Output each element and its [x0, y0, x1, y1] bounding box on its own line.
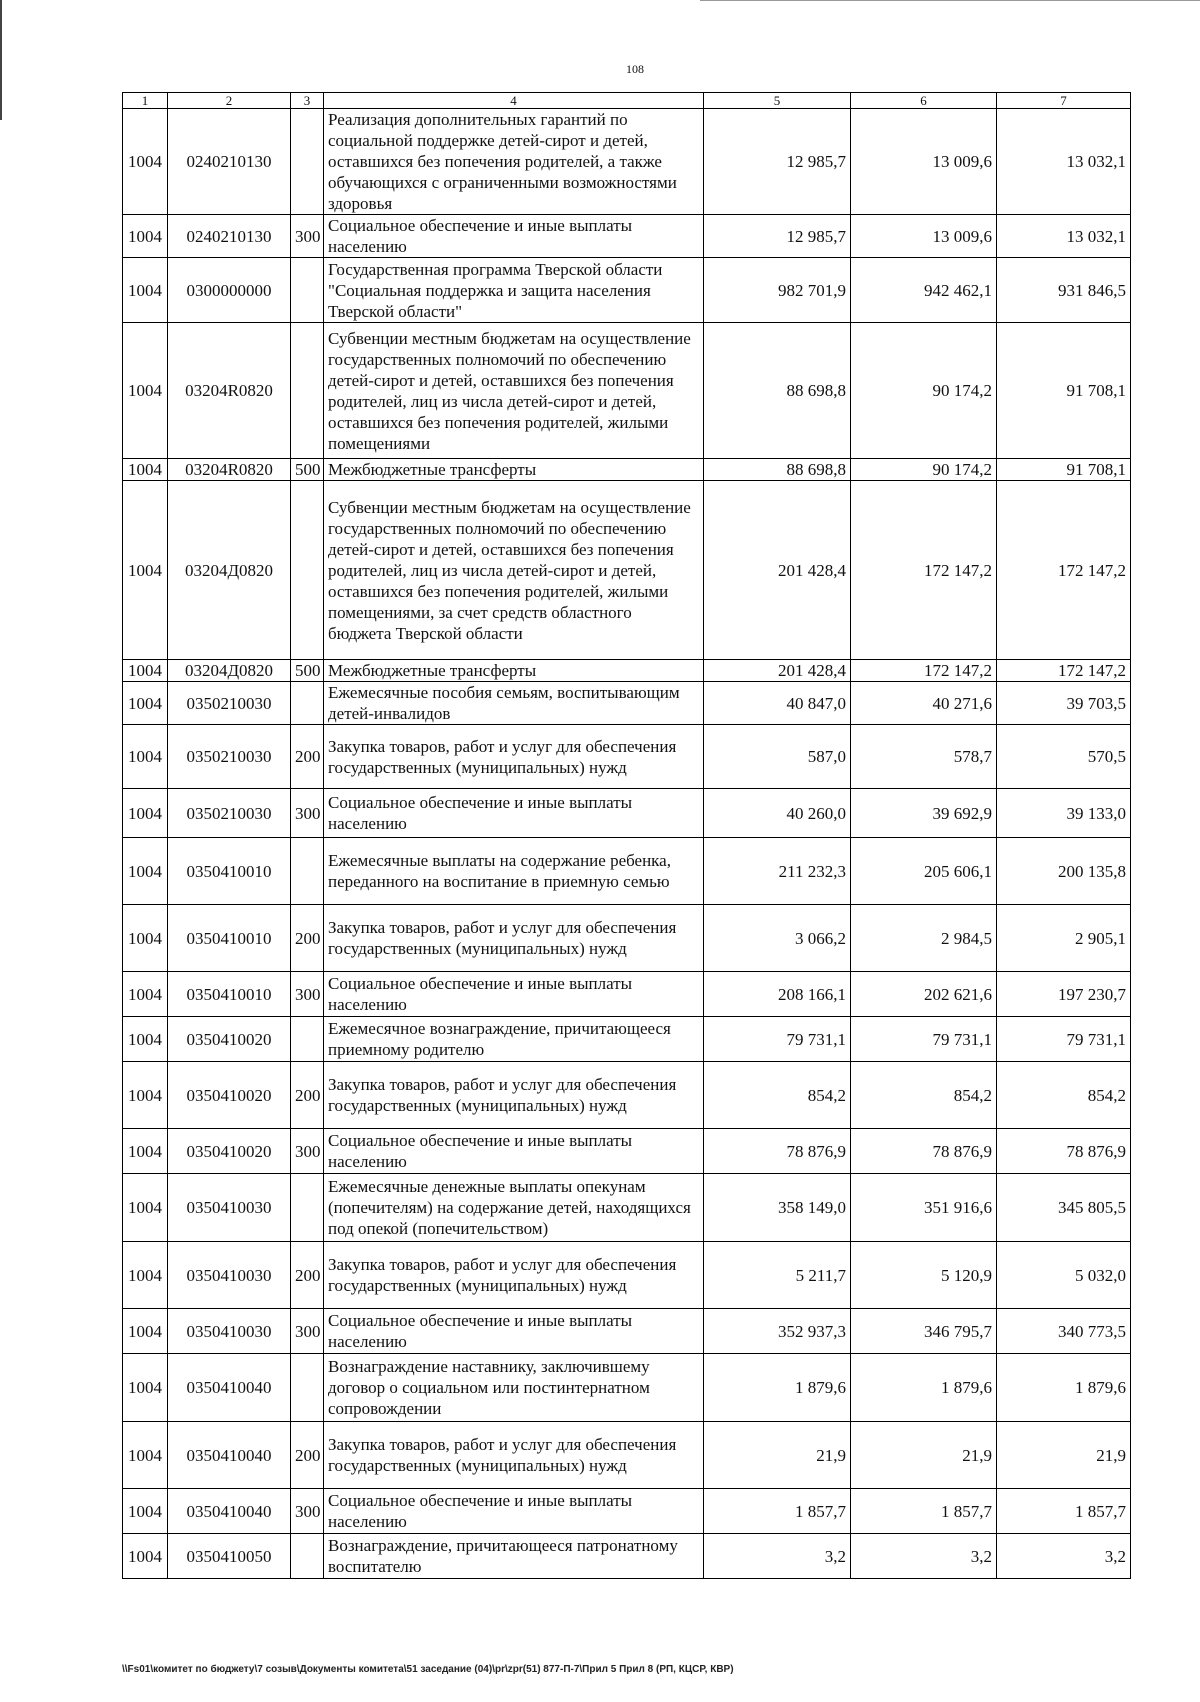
amount-col-7: 1 879,6 [997, 1354, 1131, 1422]
amount-col-7: 91 708,1 [997, 459, 1131, 481]
amount-col-6: 854,2 [851, 1062, 997, 1129]
item-name: Социальное обеспечение и иные выплаты населению [324, 1309, 704, 1354]
target-article-code: 0350410010 [168, 838, 291, 905]
expense-type-code [291, 1174, 324, 1242]
amount-col-6: 172 147,2 [851, 481, 997, 660]
item-name: Межбюджетные трансферты [324, 660, 704, 682]
amount-col-7: 91 708,1 [997, 323, 1131, 459]
amount-col-6: 5 120,9 [851, 1242, 997, 1309]
expense-type-code: 200 [291, 905, 324, 972]
table-row [123, 682, 1131, 725]
section-code: 1004 [123, 1129, 168, 1174]
item-name: Субвенции местным бюджетам на осуществление государственных полномочий по обеспечению детей-сирот и детей, оставшихся без попечения родителей, лиц из числа детей-сирот и детей, оставшихся без попечения родителей, жилыми помещениями [324, 323, 704, 459]
target-article-code: 0350410020 [168, 1017, 291, 1062]
target-article-code: 03204Д0820 [168, 481, 291, 660]
column-number: 4 [324, 93, 704, 109]
section-code: 1004 [123, 1422, 168, 1489]
page-number: 108 [626, 62, 644, 76]
item-name: Закупка товаров, работ и услуг для обеспечения государственных (муниципальных) нужд [324, 1062, 704, 1129]
item-name: Социальное обеспечение и иные выплаты населению [324, 789, 704, 838]
amount-col-5: 40 260,0 [704, 789, 851, 838]
expense-type-code: 200 [291, 1242, 324, 1309]
amount-col-5: 79 731,1 [704, 1017, 851, 1062]
section-code: 1004 [123, 1534, 168, 1579]
expense-type-code [291, 323, 324, 459]
amount-col-7: 79 731,1 [997, 1017, 1131, 1062]
amount-col-7: 13 032,1 [997, 215, 1131, 258]
target-article-code: 0300000000 [168, 258, 291, 323]
section-code: 1004 [123, 1062, 168, 1129]
amount-col-6: 202 621,6 [851, 972, 997, 1017]
amount-col-5: 211 232,3 [704, 838, 851, 905]
amount-col-7: 39 703,5 [997, 682, 1131, 725]
table-row [123, 1354, 1131, 1422]
section-code: 1004 [123, 1242, 168, 1309]
expense-type-code: 300 [291, 1309, 324, 1354]
target-article-code: 0350410040 [168, 1489, 291, 1534]
amount-col-5: 12 985,7 [704, 109, 851, 215]
amount-col-6: 78 876,9 [851, 1129, 997, 1174]
table-row [123, 459, 1131, 481]
item-name: Ежемесячные пособия семьям, воспитывающим детей-инвалидов [324, 682, 704, 725]
table-row [123, 1062, 1131, 1129]
expense-type-code: 500 [291, 660, 324, 682]
expense-type-code: 300 [291, 1129, 324, 1174]
scan-edge-mark [0, 0, 2, 120]
expense-type-code: 200 [291, 1062, 324, 1129]
table-row [123, 1017, 1131, 1062]
table-row [123, 1242, 1131, 1309]
expense-type-code [291, 481, 324, 660]
column-number: 2 [168, 93, 291, 109]
expense-type-code [291, 838, 324, 905]
amount-col-6: 351 916,6 [851, 1174, 997, 1242]
section-code: 1004 [123, 1174, 168, 1242]
amount-col-7: 854,2 [997, 1062, 1131, 1129]
expense-type-code: 200 [291, 725, 324, 789]
table-row [123, 905, 1131, 972]
amount-col-5: 88 698,8 [704, 323, 851, 459]
target-article-code: 0350210030 [168, 682, 291, 725]
amount-col-7: 340 773,5 [997, 1309, 1131, 1354]
target-article-code: 0350210030 [168, 725, 291, 789]
item-name: Закупка товаров, работ и услуг для обеспечения государственных (муниципальных) нужд [324, 725, 704, 789]
amount-col-7: 2 905,1 [997, 905, 1131, 972]
section-code: 1004 [123, 1354, 168, 1422]
target-article-code: 0350410010 [168, 905, 291, 972]
amount-col-5: 78 876,9 [704, 1129, 851, 1174]
item-name: Государственная программа Тверской области "Социальная поддержка и защита населения Тверской области" [324, 258, 704, 323]
file-path-footer: \\Fs01\комитет по бюджету\7 созыв\Документы комитета\51 заседание (04)\pr\zpr(51) 877-П-7\Прил 5 Прил 8 (РП, КЦСР, КВР) [122, 1664, 734, 1675]
target-article-code: 0350410040 [168, 1354, 291, 1422]
table-row [123, 1174, 1131, 1242]
amount-col-7: 200 135,8 [997, 838, 1131, 905]
column-number: 1 [123, 93, 168, 109]
amount-col-7: 5 032,0 [997, 1242, 1131, 1309]
amount-col-5: 12 985,7 [704, 215, 851, 258]
section-code: 1004 [123, 323, 168, 459]
scan-edge-mark [700, 0, 1200, 1]
amount-col-6: 578,7 [851, 725, 997, 789]
section-code: 1004 [123, 459, 168, 481]
amount-col-6: 21,9 [851, 1422, 997, 1489]
budget-table [122, 92, 1131, 1579]
amount-col-5: 1 879,6 [704, 1354, 851, 1422]
item-name: Вознаграждение наставнику, заключившему договор о социальном или постинтернатном сопровождении [324, 1354, 704, 1422]
column-number: 3 [291, 93, 324, 109]
table-row [123, 725, 1131, 789]
target-article-code: 0350410020 [168, 1129, 291, 1174]
section-code: 1004 [123, 660, 168, 682]
column-number: 5 [704, 93, 851, 109]
expense-type-code: 300 [291, 972, 324, 1017]
amount-col-7: 39 133,0 [997, 789, 1131, 838]
amount-col-6: 39 692,9 [851, 789, 997, 838]
amount-col-5: 3 066,2 [704, 905, 851, 972]
table-row [123, 789, 1131, 838]
table-row [123, 1534, 1131, 1579]
item-name: Социальное обеспечение и иные выплаты населению [324, 1489, 704, 1534]
amount-col-6: 13 009,6 [851, 109, 997, 215]
item-name: Субвенции местным бюджетам на осуществление государственных полномочий по обеспечению детей-сирот и детей, оставшихся без попечения родителей, лиц из числа детей-сирот и детей, оставшихся без попечения родителей, жилыми помещениями, за счет средств областного бюджета Тверской области [324, 481, 704, 660]
column-number: 6 [851, 93, 997, 109]
expense-type-code [291, 1017, 324, 1062]
amount-col-7: 21,9 [997, 1422, 1131, 1489]
amount-col-7: 78 876,9 [997, 1129, 1131, 1174]
amount-col-6: 2 984,5 [851, 905, 997, 972]
amount-col-6: 79 731,1 [851, 1017, 997, 1062]
amount-col-5: 352 937,3 [704, 1309, 851, 1354]
section-code: 1004 [123, 1489, 168, 1534]
section-code: 1004 [123, 972, 168, 1017]
target-article-code: 03204R0820 [168, 323, 291, 459]
section-code: 1004 [123, 481, 168, 660]
amount-col-6: 40 271,6 [851, 682, 997, 725]
amount-col-6: 13 009,6 [851, 215, 997, 258]
section-code: 1004 [123, 1309, 168, 1354]
target-article-code: 0240210130 [168, 215, 291, 258]
target-article-code: 03204Д0820 [168, 660, 291, 682]
column-number-row [123, 93, 1131, 109]
amount-col-7: 197 230,7 [997, 972, 1131, 1017]
item-name: Реализация дополнительных гарантий по социальной поддержке детей-сирот и детей, оставшихся без попечения родителей, а также обучающихся с ограниченными возможностями здоровья [324, 109, 704, 215]
expense-type-code [291, 682, 324, 725]
section-code: 1004 [123, 725, 168, 789]
amount-col-6: 172 147,2 [851, 660, 997, 682]
amount-col-6: 1 857,7 [851, 1489, 997, 1534]
section-code: 1004 [123, 109, 168, 215]
table-row [123, 109, 1131, 215]
amount-col-7: 172 147,2 [997, 660, 1131, 682]
amount-col-6: 90 174,2 [851, 459, 997, 481]
amount-col-5: 201 428,4 [704, 660, 851, 682]
expense-type-code [291, 258, 324, 323]
item-name: Ежемесячные выплаты на содержание ребенка, переданного на воспитание в приемную семью [324, 838, 704, 905]
item-name: Ежемесячное вознаграждение, причитающееся приемному родителю [324, 1017, 704, 1062]
target-article-code: 0350410020 [168, 1062, 291, 1129]
target-article-code: 0350410040 [168, 1422, 291, 1489]
amount-col-7: 13 032,1 [997, 109, 1131, 215]
amount-col-6: 942 462,1 [851, 258, 997, 323]
table-row [123, 258, 1131, 323]
item-name: Социальное обеспечение и иные выплаты населению [324, 1129, 704, 1174]
expense-type-code: 300 [291, 1489, 324, 1534]
amount-col-7: 345 805,5 [997, 1174, 1131, 1242]
table-row [123, 1489, 1131, 1534]
expense-type-code [291, 1534, 324, 1579]
column-number: 7 [997, 93, 1131, 109]
expense-type-code: 300 [291, 789, 324, 838]
section-code: 1004 [123, 215, 168, 258]
item-name: Закупка товаров, работ и услуг для обеспечения государственных (муниципальных) нужд [324, 905, 704, 972]
section-code: 1004 [123, 789, 168, 838]
target-article-code: 0350410030 [168, 1242, 291, 1309]
expense-type-code: 500 [291, 459, 324, 481]
table-row [123, 1422, 1131, 1489]
amount-col-6: 1 879,6 [851, 1354, 997, 1422]
table-row [123, 1129, 1131, 1174]
section-code: 1004 [123, 905, 168, 972]
amount-col-6: 205 606,1 [851, 838, 997, 905]
target-article-code: 03204R0820 [168, 459, 291, 481]
amount-col-7: 172 147,2 [997, 481, 1131, 660]
section-code: 1004 [123, 1017, 168, 1062]
section-code: 1004 [123, 838, 168, 905]
target-article-code: 0350410050 [168, 1534, 291, 1579]
table-row [123, 215, 1131, 258]
amount-col-6: 346 795,7 [851, 1309, 997, 1354]
target-article-code: 0240210130 [168, 109, 291, 215]
item-name: Межбюджетные трансферты [324, 459, 704, 481]
amount-col-7: 3,2 [997, 1534, 1131, 1579]
section-code: 1004 [123, 682, 168, 725]
item-name: Социальное обеспечение и иные выплаты населению [324, 972, 704, 1017]
table-row [123, 481, 1131, 660]
target-article-code: 0350410030 [168, 1174, 291, 1242]
expense-type-code: 200 [291, 1422, 324, 1489]
table-row [123, 972, 1131, 1017]
item-name: Закупка товаров, работ и услуг для обеспечения государственных (муниципальных) нужд [324, 1242, 704, 1309]
amount-col-7: 570,5 [997, 725, 1131, 789]
section-code: 1004 [123, 258, 168, 323]
item-name: Социальное обеспечение и иные выплаты населению [324, 215, 704, 258]
amount-col-7: 931 846,5 [997, 258, 1131, 323]
table-row [123, 1309, 1131, 1354]
table-row [123, 838, 1131, 905]
amount-col-5: 5 211,7 [704, 1242, 851, 1309]
item-name: Ежемесячные денежные выплаты опекунам (попечителям) на содержание детей, находящихся под опекой (попечительством) [324, 1174, 704, 1242]
item-name: Вознаграждение, причитающееся патронатному воспитателю [324, 1534, 704, 1579]
amount-col-5: 201 428,4 [704, 481, 851, 660]
expense-type-code [291, 1354, 324, 1422]
amount-col-5: 1 857,7 [704, 1489, 851, 1534]
amount-col-7: 1 857,7 [997, 1489, 1131, 1534]
item-name: Закупка товаров, работ и услуг для обеспечения государственных (муниципальных) нужд [324, 1422, 704, 1489]
expense-type-code: 300 [291, 215, 324, 258]
amount-col-5: 3,2 [704, 1534, 851, 1579]
amount-col-5: 208 166,1 [704, 972, 851, 1017]
target-article-code: 0350410010 [168, 972, 291, 1017]
amount-col-5: 88 698,8 [704, 459, 851, 481]
amount-col-5: 587,0 [704, 725, 851, 789]
target-article-code: 0350210030 [168, 789, 291, 838]
amount-col-5: 21,9 [704, 1422, 851, 1489]
amount-col-6: 90 174,2 [851, 323, 997, 459]
table-row [123, 323, 1131, 459]
amount-col-5: 40 847,0 [704, 682, 851, 725]
amount-col-6: 3,2 [851, 1534, 997, 1579]
amount-col-5: 358 149,0 [704, 1174, 851, 1242]
expense-type-code [291, 109, 324, 215]
amount-col-5: 854,2 [704, 1062, 851, 1129]
amount-col-5: 982 701,9 [704, 258, 851, 323]
target-article-code: 0350410030 [168, 1309, 291, 1354]
table-row [123, 660, 1131, 682]
